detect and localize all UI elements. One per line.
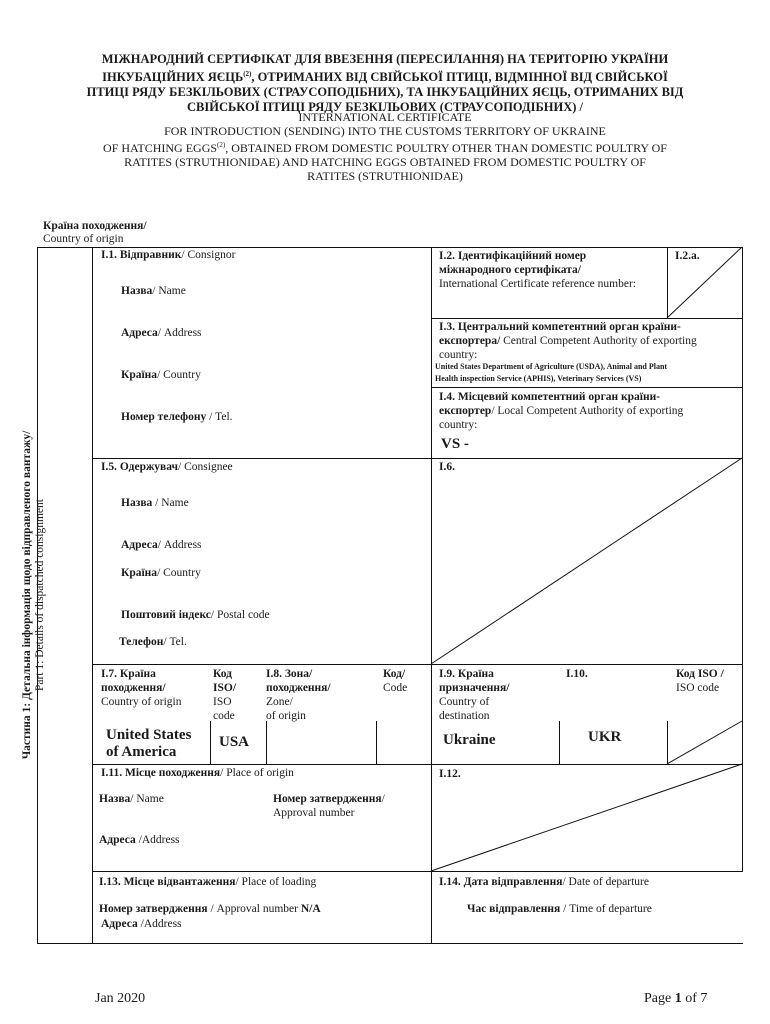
title-ua-line: ПТИЦІ РЯДУ БЕЗКІЛЬОВИХ (СТРАУСОПОДІБНИХ), ТА ІНКУБАЦІЙНИХ ЯЄЦЬ, ОТРИМАНИХ ВІД bbox=[86, 85, 684, 100]
date-of-departure-heading: I.14. Дата відправлення/ Date of departure bbox=[439, 876, 649, 888]
place-origin-name-label: Назва/ Name bbox=[99, 793, 164, 805]
footer-page-number: Page 1 of 7 bbox=[644, 991, 708, 1006]
consignor-name-label: Назва/ Name bbox=[121, 285, 186, 297]
destination-iso-heading: Код ISO / ISO code bbox=[676, 668, 724, 694]
central-authority-value: United States Department of Agriculture (USDA), Animal and Plant Health inspection Service (APHIS), Veterinary Services (VS) bbox=[435, 362, 668, 383]
zone-heading: I.8. Зона/ походження/ Zone/ of origin bbox=[266, 668, 331, 722]
loading-approval-label: Номер затвердження / Approval number N/A bbox=[99, 903, 321, 915]
destination-country-value: Ukraine bbox=[443, 732, 496, 748]
time-of-departure-label: Час відправлення / Time of departure bbox=[467, 903, 652, 915]
part1-side-label: Частина 1: Детальна інформація щодо відправленого вантажу/ Part 1: Details of dispatched consignment bbox=[21, 430, 46, 760]
title-en-line: OF HATCHING EGGS$^{(2)}$, OBTAINED FROM DOMESTIC POULTRY OTHER THAN DOMESTIC POULTRY OF bbox=[103, 141, 667, 155]
local-authority-heading: I.4. Місцевий компетентний орган країни- експортер/ Local Competent Authority of exporting country: bbox=[439, 391, 684, 431]
consignor-tel-label: Номер телефону / Tel. bbox=[121, 411, 233, 423]
place-of-origin-heading: I.11. Місце походження/ Place of origin bbox=[101, 767, 294, 779]
title-ua-line: ІНКУБАЦІЙНИХ ЯЄЦЬ$^{(2)}$, ОТРИМАНИХ ВІД СВІЙСЬКОЇ ПТИЦІ, ВІДМІННОЇ ВІД СВІЙСЬКОЇ bbox=[102, 70, 668, 85]
consignor-country-label: Країна/ Country bbox=[121, 369, 201, 381]
title-en-line: FOR INTRODUCTION (SENDING) INTO THE CUSTOMS TERRITORY OF UKRAINE bbox=[164, 124, 606, 138]
place-origin-address-label: Адреса /Address bbox=[99, 834, 180, 846]
strike-i6 bbox=[431, 458, 742, 664]
title-en-line: RATITES (STRUTHIONIDAE) AND HATCHING EGGS OBTAINED FROM DOMESTIC POULTRY OF bbox=[124, 155, 646, 169]
country-of-origin-label: Країна походження/ Country of origin bbox=[43, 220, 147, 245]
local-authority-value: VS - bbox=[441, 436, 469, 452]
consignor-address-label: Адреса/ Address bbox=[121, 327, 202, 339]
origin-iso-heading: Код ISO/ ISO code bbox=[213, 668, 237, 722]
reference-number-heading: I.2. Ідентифікаційний номер міжнародного сертифіката/ International Certificate reference number: bbox=[439, 250, 636, 290]
origin-country-heading: I.7. Країна походження/ Country of origin bbox=[101, 668, 182, 708]
strike-i12 bbox=[431, 764, 742, 871]
title-ua-line: МІЖНАРОДНИЙ СЕРТИФІКАТ ДЛЯ ВВЕЗЕННЯ (ПЕРЕСИЛАННЯ) НА ТЕРИТОРІЮ УКРАЇНИ bbox=[101, 52, 669, 66]
consignee-name-label: Назва / Name bbox=[121, 497, 189, 509]
field-i12-label: I.12. bbox=[439, 768, 461, 780]
field-i10-label: I.10. bbox=[566, 668, 588, 680]
central-authority-heading: I.3. Центральний компетентний орган країни- експортера/ Central Competent Authority of exporting country: bbox=[439, 321, 697, 361]
reference-sub-label: I.2.a. bbox=[675, 250, 700, 262]
destination-heading: I.9. Країна призначення/ Country of destination bbox=[439, 668, 510, 722]
title-ua-line: СВІЙСЬКОЇ ПТИЦІ РЯДУ БЕЗКІЛЬОВИХ (СТРАУСОПОДІБНИХ) / bbox=[187, 100, 583, 115]
consignee-tel-label: Телефон/ Tel. bbox=[119, 636, 187, 648]
consignor-heading: I.1. Відправник/ Consignor bbox=[101, 249, 236, 261]
origin-iso-value: USA bbox=[219, 734, 250, 750]
field-i6-label: I.6. bbox=[439, 461, 455, 473]
footer-date: Jan 2020 bbox=[95, 991, 146, 1006]
place-of-loading-heading: I.13. Місце відвантаження/ Place of loading bbox=[99, 876, 317, 888]
zone-code-heading: Код/ Code bbox=[383, 668, 408, 694]
title-en-line: RATITES (STRUTHIONIDAE) bbox=[307, 169, 463, 183]
consignee-country-label: Країна/ Country bbox=[121, 567, 201, 579]
destination-iso-value: UKR bbox=[588, 729, 622, 745]
place-origin-approval-label: Номер затвердження/ Approval number bbox=[273, 793, 385, 819]
consignee-address-label: Адреса/ Address bbox=[121, 539, 202, 551]
origin-country-value: United States of America bbox=[106, 727, 192, 760]
strike-iso bbox=[667, 721, 742, 764]
consignee-postal-label: Поштовий індекс/ Postal code bbox=[121, 609, 270, 621]
loading-address-label: Адреса /Address bbox=[101, 918, 182, 930]
title-en-line: INTERNATIONAL CERTIFICATE bbox=[298, 110, 472, 124]
consignee-heading: I.5. Одержувач/ Consignee bbox=[101, 461, 233, 473]
